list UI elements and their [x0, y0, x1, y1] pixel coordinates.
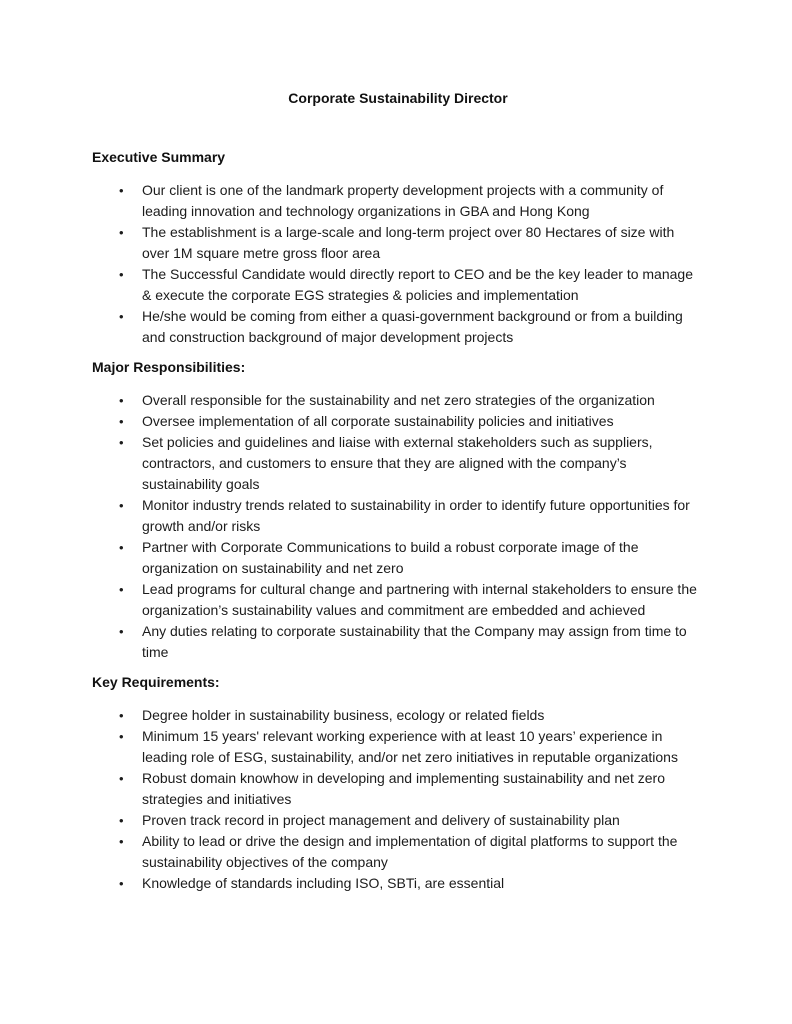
bullet-text: Our client is one of the landmark property development projects with a community of leading innovation and technology organizations in GBA and Hong Kong [142, 182, 664, 219]
bullet-text: Set policies and guidelines and liaise with external stakeholders such as suppliers, contractors, and customers to ensure that they are aligned with the company’s sustainability goals [142, 434, 653, 492]
document-body [92, 147, 704, 894]
bullet-icon: • [119, 414, 124, 429]
bullet-icon: • [119, 708, 124, 723]
bullet-text: Knowledge of standards including ISO, SBTi, are essential [142, 875, 505, 891]
list-item [119, 705, 704, 726]
bullet-icon: • [119, 771, 124, 786]
bullet-text: Oversee implementation of all corporate sustainability policies and initiatives [142, 413, 614, 429]
section-heading: Executive Summary [92, 149, 226, 165]
bullet-text: Monitor industry trends related to sustainability in order to identify future opportunities for growth and/or risks [142, 497, 690, 534]
list-item [119, 222, 704, 264]
list-item [119, 831, 704, 873]
bullet-icon: • [119, 267, 124, 282]
document-title: Corporate Sustainability Director [288, 90, 508, 106]
bullet-text: Degree holder in sustainability business, ecology or related fields [142, 707, 545, 723]
bullet-list [92, 705, 704, 894]
bullet-icon: • [119, 309, 124, 324]
list-item [119, 390, 704, 411]
bullet-icon: • [119, 729, 124, 744]
bullet-text: Ability to lead or drive the design and implementation of digital platforms to support the sustainability objectives of the company [142, 833, 678, 870]
bullet-text: Overall responsible for the sustainability and net zero strategies of the organization [142, 392, 655, 408]
bullet-icon: • [119, 435, 124, 450]
document-section [92, 357, 704, 663]
list-item [119, 432, 704, 495]
bullet-icon: • [119, 540, 124, 555]
bullet-icon: • [119, 834, 124, 849]
list-item [119, 411, 704, 432]
section-heading: Major Responsibilities: [92, 359, 246, 375]
list-item [119, 579, 704, 621]
bullet-list [92, 180, 704, 348]
list-item [119, 873, 704, 894]
document-section [92, 672, 704, 894]
bullet-text: Partner with Corporate Communications to build a robust corporate image of the organization on sustainability and net zero [142, 539, 639, 576]
list-item [119, 306, 704, 348]
bullet-icon: • [119, 876, 124, 891]
list-item [119, 621, 704, 663]
bullet-icon: • [119, 183, 124, 198]
bullet-text: Proven track record in project management and delivery of sustainability plan [142, 812, 620, 828]
section-heading: Key Requirements: [92, 674, 220, 690]
list-item [119, 180, 704, 222]
bullet-icon: • [119, 582, 124, 597]
bullet-icon: • [119, 624, 124, 639]
list-item [119, 726, 704, 768]
bullet-icon: • [119, 393, 124, 408]
bullet-icon: • [119, 225, 124, 240]
list-item [119, 768, 704, 810]
list-item [119, 810, 704, 831]
bullet-text: The establishment is a large-scale and long-term project over 80 Hectares of size with over 1M square metre gross floor area [142, 224, 675, 261]
bullet-list [92, 390, 704, 663]
bullet-text: Any duties relating to corporate sustainability that the Company may assign from time to time [142, 623, 687, 660]
list-item [119, 495, 704, 537]
bullet-icon: • [119, 813, 124, 828]
bullet-text: Robust domain knowhow in developing and implementing sustainability and net zero strategies and initiatives [142, 770, 665, 807]
bullet-text: Lead programs for cultural change and partnering with internal stakeholders to ensure the organization’s sustainability values and commitment are embedded and achieved [142, 581, 697, 618]
bullet-text: He/she would be coming from either a quasi-government background or from a building and construction background of major development projects [142, 308, 683, 345]
document-section [92, 147, 704, 348]
list-item [119, 264, 704, 306]
bullet-text: Minimum 15 years' relevant working experience with at least 10 years’ experience in leading role of ESG, sustainability, and/or net zero initiatives in reputable organizations [142, 728, 678, 765]
list-item [119, 537, 704, 579]
bullet-text: The Successful Candidate would directly report to CEO and be the key leader to manage & execute the corporate EGS strategies & policies and implementation [142, 266, 693, 303]
bullet-icon: • [119, 498, 124, 513]
